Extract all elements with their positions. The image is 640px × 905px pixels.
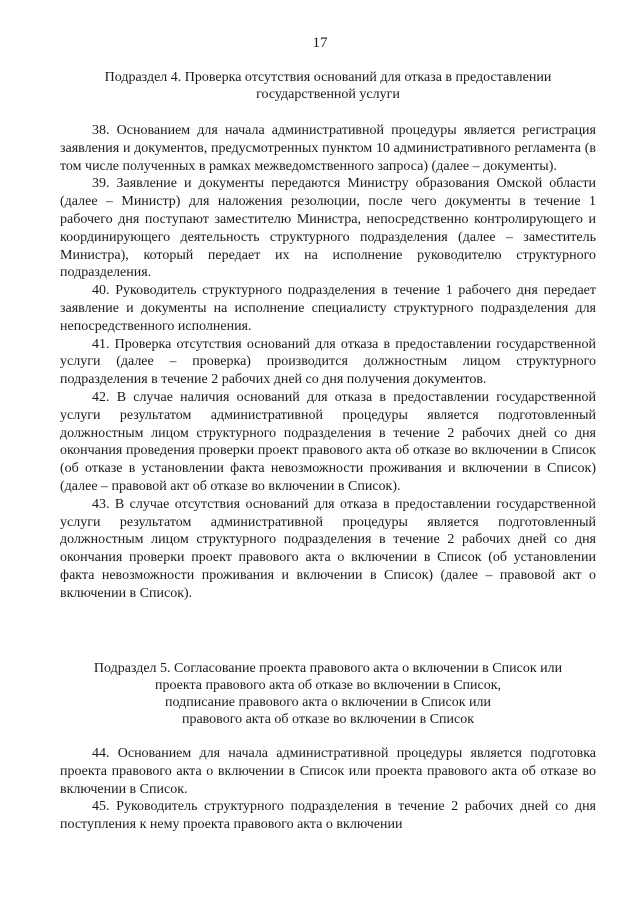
- paragraph-43: 43. В случае отсутствия оснований для отказа в предоставлении государственной услуги результатом административной процедуры является подготовленный должностным лицом структурного подразделения в течение 2 рабочих дней со дня окончания проверки проект правового акта о включении в Список (об установлении факта невозможности проживания и включении в Список) (далее – правовой акт о включении в Список).: [60, 496, 596, 601]
- subsection-4-heading: Подраздел 4. Проверка отсутствия оснований для отказа в предоставлении государственной услуги: [104, 70, 552, 102]
- paragraph-45: 45. Руководитель структурного подразделения в течение 2 рабочих дней со дня поступления к нему проекта правового акта о включении: [60, 799, 596, 833]
- paragraph-38: 38. Основанием для начала административной процедуры является регистрация заявления и документов, предусмотренных пунктом 10 административного регламента (в том числе полученных в рамках межведомственного запроса) (далее – документы).: [60, 123, 596, 174]
- subsection-5-heading-line: проекта правового акта об отказе во включении в Список,: [154, 678, 502, 693]
- paragraph-40: 40. Руководитель структурного подразделения в течение 1 рабочего дня передает заявление и документы на исполнение специалисту структурного подразделения для непосредственного исполнения.: [60, 283, 596, 334]
- subsection-5-heading-line: правового акта об отказе во включении в Список: [181, 712, 475, 727]
- paragraph-42: 42. В случае наличия оснований для отказа в предоставлении государственной услуги результатом административной процедуры является подготовленный должностным лицом структурного подразделения в течение 2 рабочих дней со дня окончания проведения проверки проект правового акта об отказе во включении в Список (об отказе в установлении факта невозможности проживания и включении в Список) (далее – правовой акт об отказе во включении в Список).: [60, 389, 596, 494]
- subsection-5-heading: [60, 660, 596, 728]
- subsection-5-body: [60, 745, 596, 834]
- subsection-5-heading-line: Подраздел 5. Согласование проекта правового акта о включении в Список или: [93, 661, 563, 676]
- paragraph-39: 39. Заявление и документы передаются Министру образования Омской области (далее – Министр) для наложения резолюции, после чего документы в течение 1 рабочего дня поступают заместителю Министра, непосредственно контролирующего и координирующего деятельность структурного подразделения (далее – заместитель Министра), который передает их на исполнение руководителю структурного подразделения.: [60, 176, 596, 281]
- paragraph-41: 41. Проверка отсутствия оснований для отказа в предоставлении государственной услуги (далее – проверка) производится должностным лицом структурного подразделения в течение 2 рабочих дней со дня получения документов.: [60, 336, 596, 388]
- page-number: 17: [312, 35, 328, 51]
- subsection-5-heading-line: подписание правового акта о включении в Список или: [165, 695, 491, 710]
- paragraph-44: 44. Основанием для начала административной процедуры является подготовка проекта правового акта о включении в Список или проекта правового акта об отказе во включении в Список.: [60, 746, 596, 797]
- subsection-4-body: [60, 122, 596, 603]
